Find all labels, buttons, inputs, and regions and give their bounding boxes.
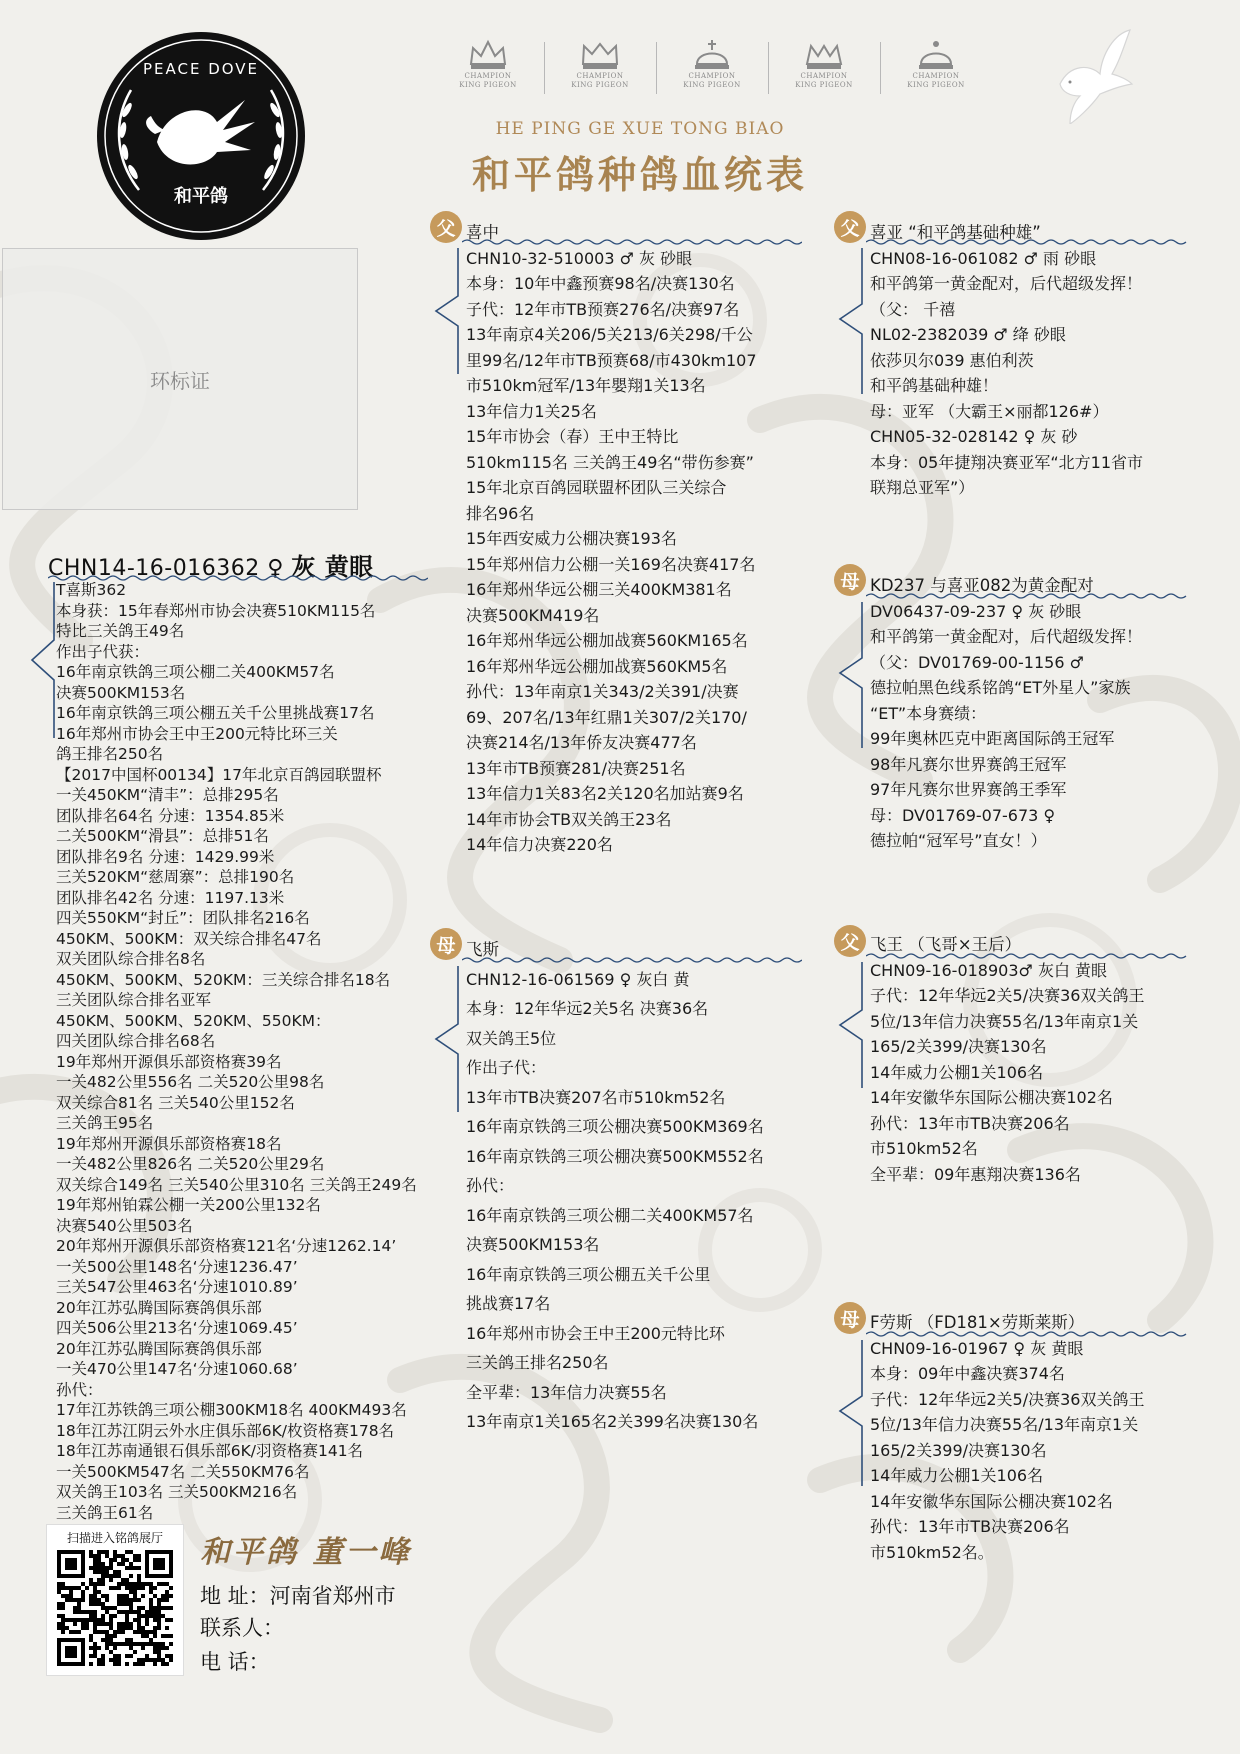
record-line: 决赛214名/13年侨友决赛477名 <box>466 733 697 752</box>
record-line: 决赛500KM153名 <box>56 683 186 702</box>
record-line: 14年信力决赛220名 <box>466 835 613 854</box>
logo-bottom-text: 和平鸽 <box>174 186 228 207</box>
sire-sire-bracket <box>834 246 864 396</box>
record-line: 510km115名 三关鸽王49名“带伤参赛” <box>466 452 754 472</box>
record-line: 20年江苏弘腾国际赛鸽俱乐部 <box>56 1339 262 1358</box>
crown-caption-1: CHAMPION <box>688 72 736 80</box>
crown-caption-1: CHAMPION <box>800 72 848 80</box>
record-line: 16年郑州华远公棚加战赛560KM5名 <box>466 656 728 676</box>
record-line: 16年南京铁鸽三项公棚二关400KM57名 <box>56 663 335 681</box>
record-line: 165/2关399/决赛130名 <box>870 1440 1047 1460</box>
sire-dam-badge: 母 <box>834 564 866 596</box>
dam-name: 飞斯 <box>466 940 499 959</box>
dam-sire-name: 飞王 （飞哥×王后） <box>870 935 1022 954</box>
record-line: 14年安徽华东国际公棚决赛102名 <box>870 1491 1113 1511</box>
dam-dam-section <box>870 1310 1215 1565</box>
record-line: 市510km52名。 <box>870 1542 994 1562</box>
record-line: 孙代： <box>466 1176 515 1195</box>
record-line: 市510km冠军/13年嬰翔1关13名 <box>466 376 706 395</box>
record-line: 全平辈：13年信力决赛55名 <box>466 1382 667 1402</box>
record-line: 母：DV01769-07-673 ♀ <box>870 805 1056 825</box>
record-line: 德拉帕“冠军号”直女！） <box>870 831 1047 850</box>
title-pinyin: HE PING GE XUE TONG BIAO <box>495 119 785 139</box>
record-line: 99年奥林匹克中距离国际鸽王冠军 <box>870 729 1115 748</box>
phone-line: 电 话： <box>200 1650 270 1674</box>
subject-color: 灰 黄眼 <box>291 552 374 581</box>
record-line: CHN10-32-510003 ♂ 灰 砂眼 <box>466 248 693 268</box>
dam-section <box>466 935 811 1437</box>
record-line: 子代：12年华远2关5/决赛36双关鸽王 <box>870 986 1145 1005</box>
dam-sire-bracket <box>834 960 864 1090</box>
record-line: 450KM、500KM：双关综合排名47名 <box>56 929 322 948</box>
record-line: CHN09-16-018903♂ 灰白 黄眼 <box>870 960 1108 980</box>
crown-caption-2: KING PIGEON <box>459 81 517 89</box>
record-line: 450KM、500KM、520KM：三关综合排名18名 <box>56 970 391 989</box>
sire-sire-section <box>870 220 1215 501</box>
record-line: （父： 千禧 <box>870 299 956 319</box>
dam-sire-record-list <box>870 958 1215 1188</box>
record-line: 20年郑州开源俱乐部资格赛121名‘分速1262.14’ <box>56 1237 397 1255</box>
record-line: 一关482公里826名 二关520公里29名 <box>56 1155 325 1173</box>
record-line: 15年北京百鸽园联盟杯团队三关综合 <box>466 478 727 497</box>
record-line: 15年西安威力公棚决赛193名 <box>466 529 677 548</box>
crown-badge <box>432 38 544 90</box>
record-line: 本身：10年中鑫预赛98名/决赛130名 <box>466 274 735 293</box>
subject-ring: CHN14-16-016362 <box>48 556 260 581</box>
record-line: 19年郑州开源俱乐部资格赛39名 <box>56 1052 282 1071</box>
address-line: 地 址：河南省郑州市 <box>200 1584 396 1608</box>
record-line: 决赛500KM153名 <box>466 1235 600 1254</box>
record-line: NL02-2382039 ♂ 绛 砂眼 <box>870 325 1066 344</box>
crown-badge <box>880 38 992 90</box>
record-line: 德拉帕黑色线系铭鸽“ET外星人”家族 <box>870 678 1131 697</box>
record-line: 14年威力公棚1关106名 <box>870 1466 1044 1485</box>
record-line: 作出子代获： <box>56 642 150 661</box>
dam-dam-badge: 母 <box>834 1302 866 1334</box>
record-line: 98年凡赛尔世界赛鸽王冠军 <box>870 754 1067 774</box>
record-line: 团队排名42名 分速：1197.13米 <box>56 888 285 907</box>
record-line: 19年郑州铂霖公棚一关200公里132名 <box>56 1196 321 1214</box>
record-line: 三关520KM“慈周寨”：总排190名 <box>56 868 295 886</box>
record-line: 16年南京铁鸽三项公棚决赛500KM552名 <box>466 1146 764 1166</box>
crown-caption-2: KING PIGEON <box>907 81 965 89</box>
sire-sire-record-list <box>870 246 1215 501</box>
record-line: “ET”本身赛绩： <box>870 703 987 723</box>
record-line: 19年郑州开源俱乐部资格赛18名 <box>56 1134 282 1153</box>
record-line: 16年南京铁鸽三项公棚决赛500KM369名 <box>466 1117 764 1136</box>
record-line: T喜斯362 <box>56 581 127 599</box>
record-line: 双关鸽王103名 三关500KM216名 <box>56 1483 298 1501</box>
sire-section <box>466 220 811 858</box>
record-line: 16年郑州市协会王中王200元特比环 <box>466 1323 725 1343</box>
record-line: 双关团队综合排名8名 <box>56 950 206 968</box>
record-line: 一关482公里556名 二关520公里98名 <box>56 1073 325 1091</box>
dam-dam-name: F劳斯 （FD181×劳斯莱斯） <box>870 1313 1085 1332</box>
record-line: 本身：12年华远2关5名 决赛36名 <box>466 999 709 1018</box>
breeder-signature: 和平鸽 董一峰 <box>200 1535 412 1570</box>
record-line: 165/2关399/决赛130名 <box>870 1037 1047 1056</box>
record-line: 二关500KM“滑县”：总排51名 <box>56 827 269 845</box>
crown-badge <box>544 38 656 90</box>
crown-caption-1: CHAMPION <box>912 72 960 80</box>
record-line: 全平辈：09年惠翔决赛136名 <box>870 1164 1081 1184</box>
crown-icon <box>691 38 733 72</box>
crown-caption-2: KING PIGEON <box>683 81 741 89</box>
record-line: 孙代：13年市TB决赛206名 <box>870 1113 1070 1133</box>
record-line: 16年郑州华远公棚三关400KM381名 <box>466 580 732 599</box>
record-line: 挑战赛17名 <box>466 1294 551 1313</box>
crown-caption-2: KING PIGEON <box>795 81 853 89</box>
crown-badge <box>656 38 768 90</box>
record-line: 里99名/12年市TB预赛68/市430km107 <box>466 350 757 370</box>
crown-caption-1: CHAMPION <box>576 72 624 80</box>
record-line: 13年市TB预赛281/决赛251名 <box>466 758 686 778</box>
record-line: 13年信力1关83名2关120名加站赛9名 <box>466 784 744 803</box>
dam-sire-section <box>870 932 1215 1187</box>
crown-icon <box>579 38 621 72</box>
record-line: 母：亚军 （大霸王×丽都126#） <box>870 401 1109 421</box>
logo-top-text: PEACE DOVE <box>142 60 260 78</box>
page-title: 和平鸽种鸽血统表 <box>471 152 808 197</box>
record-line: 16年郑州华远公棚加战赛560KM165名 <box>466 631 748 650</box>
record-line: 一关500公里148名‘分速1236.47’ <box>56 1257 298 1276</box>
sire-sire-name: 喜亚 “和平鸽基础种雄” <box>870 223 1041 242</box>
record-line: 13年南京1关165名2关399名决赛130名 <box>466 1412 759 1431</box>
record-line: 14年安徽华东国际公棚决赛102名 <box>870 1088 1113 1107</box>
record-line: 16年南京铁鸽三项公棚二关400KM57名 <box>466 1205 754 1225</box>
record-line: 三关547公里463名‘分速1010.89’ <box>56 1278 298 1296</box>
record-line: 和平鸽第一黄金配对，后代超级发挥！ <box>870 627 1143 646</box>
record-line: 和平鸽基础种雄！ <box>870 376 999 395</box>
record-line: 四关团队综合排名68名 <box>56 1032 216 1050</box>
sire-sire-badge: 父 <box>834 211 866 243</box>
subject-record-list <box>56 580 476 1523</box>
record-line: 16年郑州市协会王中王200元特比环三关 <box>56 724 338 743</box>
record-line: 联翔总亚军”） <box>870 478 975 497</box>
dam-sire-badge: 父 <box>834 925 866 957</box>
record-line: 子代：12年市TB预赛276名/决赛97名 <box>466 299 740 319</box>
dove-icon <box>1040 24 1140 124</box>
record-line: 鸽王排名250名 <box>56 745 164 763</box>
record-line: 本身：09年中鑫决赛374名 <box>870 1364 1065 1383</box>
record-line: 一关450KM“清丰”：总排295名 <box>56 786 279 804</box>
record-line: 15年郑州信力公棚一关169名决赛417名 <box>466 554 756 574</box>
record-line: 三关团队综合排名亚军 <box>56 991 212 1009</box>
record-line: 三关鸽王排名250名 <box>466 1353 609 1372</box>
record-line: 17年江苏铁鸽三项公棚300KM18名 400KM493名 <box>56 1401 407 1419</box>
ring-certificate-box <box>2 248 358 510</box>
record-line: 一关500KM547名 二关550KM76名 <box>56 1462 310 1481</box>
sire-record-list <box>466 246 811 858</box>
sire-badge: 父 <box>430 211 462 243</box>
record-line: 和平鸽第一黄金配对，后代超级发挥！ <box>870 274 1143 293</box>
record-line: 双关鸽王5位 <box>466 1028 557 1048</box>
record-line: 市510km52名 <box>870 1139 978 1158</box>
ring-certificate-label: 环标证 <box>150 368 210 393</box>
record-line: 450KM、500KM、520KM、550KM： <box>56 1011 331 1030</box>
record-line: 排名96名 <box>466 503 535 523</box>
crown-badge <box>768 38 880 90</box>
record-line: 依莎贝尔039 惠伯利茨 <box>870 350 1034 370</box>
record-line: CHN05-32-028142 ♀ 灰 砂 <box>870 427 1078 446</box>
subject-bracket <box>26 580 56 740</box>
record-line: DV06437-09-237 ♀ 灰 砂眼 <box>870 601 1082 621</box>
record-line: 三关鸽王95名 <box>56 1114 154 1132</box>
record-line: 特比三关鸽王49名 <box>56 622 185 640</box>
dam-bracket <box>430 964 460 1114</box>
record-line: 三关鸽王61名 <box>56 1503 154 1522</box>
record-line: 69、207名/13年红鼎1关307/2关170/ <box>466 707 747 727</box>
record-line: 双关综合149名 三关540公里310名 三关鸽王249名 <box>56 1175 417 1194</box>
record-line: 本身获：15年春郑州市协会决赛510KM115名 <box>56 601 376 620</box>
record-line: 【2017中国杯00134】17年北京百鸽园联盟杯 <box>56 765 382 784</box>
record-line: 本身：05年捷翔决赛亚军“北方11省市 <box>870 452 1144 472</box>
dam-badge: 母 <box>430 928 462 960</box>
record-line: 5位/13年信力决赛55名/13年南京1关 <box>870 1415 1139 1434</box>
record-line: 16年南京铁鸽三项公棚五关千公里挑战赛17名 <box>56 704 375 722</box>
record-line: CHN08-16-061082 ♂ 雨 砂眼 <box>870 248 1097 268</box>
crown-caption-2: KING PIGEON <box>571 81 629 89</box>
record-line: 孙代：13年市TB决赛206名 <box>870 1517 1070 1536</box>
dam-dam-record-list <box>870 1336 1215 1566</box>
contact-person-line: 联系人： <box>200 1616 284 1640</box>
record-line: 团队排名64名 分速：1354.85米 <box>56 806 285 825</box>
record-line: 团队排名9名 分速：1429.99米 <box>56 847 275 866</box>
record-line: 作出子代： <box>466 1058 547 1077</box>
record-line: 子代：12年华远2关5/决赛36双关鸽王 <box>870 1389 1145 1409</box>
record-line: 决赛540公里503名 <box>56 1216 193 1235</box>
record-line: （父：DV01769-00-1156 ♂ <box>870 652 1084 672</box>
record-line: 孙代： <box>56 1380 103 1399</box>
record-line: CHN09-16-01967 ♀ 灰 黄眼 <box>870 1338 1084 1358</box>
record-line: 决赛500KM419名 <box>466 605 600 625</box>
sire-bracket <box>430 246 460 376</box>
record-line: CHN12-16-061569 ♀ 灰白 黄 <box>466 969 690 989</box>
female-icon: ♀ <box>267 556 284 581</box>
record-line: 13年南京4关206/5关213/6关298/千公 <box>466 325 753 344</box>
sire-dam-record-list <box>870 599 1215 854</box>
record-line: 16年南京铁鸽三项公棚五关千公里 <box>466 1264 711 1284</box>
record-line: 5位/13年信力决赛55名/13年南京1关 <box>870 1011 1139 1031</box>
crown-caption-1: CHAMPION <box>464 72 512 80</box>
record-line: 13年市TB决赛207名市510km52名 <box>466 1087 726 1107</box>
record-line: 四关550KM“封丘”：团队排名216名 <box>56 909 310 927</box>
dam-dam-bracket <box>834 1338 864 1488</box>
sire-dam-name: KD237 与喜亚082为黄金配对 <box>870 576 1094 595</box>
dam-record-list <box>466 965 811 1437</box>
record-line: 13年信力1关25名 <box>466 401 597 421</box>
crown-icon <box>467 38 509 72</box>
record-line: 20年江苏弘腾国际赛鸽俱乐部 <box>56 1298 262 1317</box>
champion-crowns <box>432 38 992 90</box>
record-line: 一关470公里147名‘分速1060.68’ <box>56 1360 298 1378</box>
sire-dam-bracket <box>834 600 864 750</box>
record-line: 14年市协会TB双关鸽王23名 <box>466 809 672 829</box>
sire-name: 喜中 <box>466 223 499 242</box>
sire-dam-section <box>870 573 1215 854</box>
qr-code-card[interactable] <box>46 1524 184 1676</box>
record-line: 18年江苏江阴云外水庄俱乐部6K/枚资格赛178名 <box>56 1421 395 1440</box>
record-line: 15年市协会（春）王中王特比 <box>466 427 679 446</box>
qr-code-icon[interactable] <box>57 1550 173 1666</box>
peace-dove-logo <box>95 30 307 242</box>
record-line: 18年江苏南通银石俱乐部6K/羽资格赛141名 <box>56 1442 364 1460</box>
record-line: 孙代：13年南京1关343/2关391/决赛 <box>466 682 739 701</box>
crown-icon <box>803 38 845 72</box>
crown-icon <box>915 38 957 72</box>
record-line: 双关综合81名 三关540公里152名 <box>56 1093 295 1112</box>
record-line: 97年凡赛尔世界赛鸽王季军 <box>870 780 1067 799</box>
record-line: 14年威力公棚1关106名 <box>870 1062 1044 1082</box>
record-line: 四关506公里213名‘分速1069.45’ <box>56 1319 298 1337</box>
qr-caption: 扫描进入铭鸽展厅 <box>66 1531 163 1545</box>
